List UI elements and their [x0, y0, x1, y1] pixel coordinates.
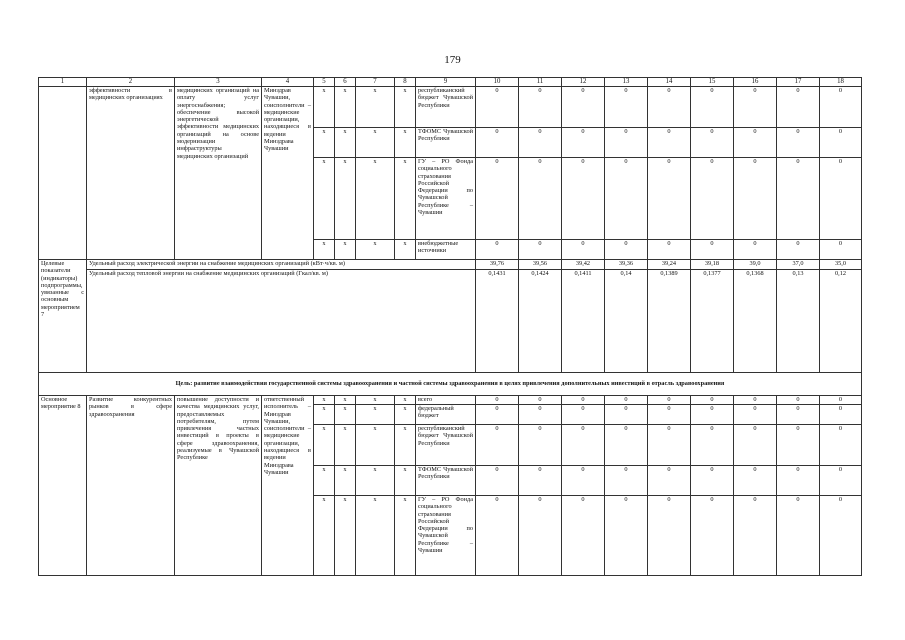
value-cell: 0	[734, 396, 777, 405]
program-table	[38, 77, 862, 576]
value-cell: 0	[648, 496, 691, 576]
col-header: 15	[691, 78, 734, 87]
value-cell: 0	[734, 425, 777, 466]
col-header: 13	[605, 78, 648, 87]
value-cell: 0	[820, 128, 862, 158]
value-cell: 0	[648, 128, 691, 158]
table-row	[39, 396, 862, 405]
value-cell: 0	[820, 405, 862, 425]
col-header: 1	[39, 78, 87, 87]
funding-source-cell: всего	[416, 396, 476, 405]
funding-source-cell: ГУ – РО Фонда социального страхования Российской Федерации по Чувашской Республике – Чувашии	[416, 496, 476, 576]
value-cell: 0	[476, 466, 519, 496]
value-cell: 0	[476, 425, 519, 466]
value-cell: 39,24	[648, 260, 691, 270]
code-cell: x	[335, 466, 356, 496]
indicators-label-cell: Целевые показатели (индикаторы) подпрограммы, увязанные с основным мероприятием 7	[39, 260, 87, 373]
value-cell: 0	[777, 158, 820, 240]
column-number-row	[39, 78, 862, 87]
code-cell: x	[314, 87, 335, 128]
value-cell: 0	[519, 425, 562, 466]
col-header: 7	[356, 78, 395, 87]
code-cell: x	[314, 128, 335, 158]
value-cell: 0	[777, 405, 820, 425]
value-cell: 0,1377	[691, 270, 734, 373]
value-cell: 0	[734, 128, 777, 158]
code-cell: x	[395, 425, 416, 466]
code-cell: x	[335, 496, 356, 576]
value-cell: 0	[562, 87, 605, 128]
value-cell: 0	[691, 396, 734, 405]
code-cell: x	[314, 405, 335, 425]
value-cell: 0	[648, 158, 691, 240]
code-cell: x	[356, 87, 395, 128]
value-cell: 0	[691, 425, 734, 466]
code-cell: x	[356, 496, 395, 576]
value-cell: 0	[562, 466, 605, 496]
col-header: 3	[175, 78, 262, 87]
indicator-row	[39, 260, 862, 270]
indicator-text-cell: Удельный расход тепловой энергии на снабжение медицинских организаций (Гкал/кв. м)	[87, 270, 476, 373]
indicator-text-cell: Удельный расход электрической энергии на снабжение медицинских организаций (кВт·ч/кв. м)	[87, 260, 476, 270]
value-cell: 0	[820, 466, 862, 496]
value-cell: 0	[648, 425, 691, 466]
code-cell: x	[356, 396, 395, 405]
code-cell: x	[314, 240, 335, 260]
code-cell: x	[314, 425, 335, 466]
value-cell: 39,76	[476, 260, 519, 270]
col-header: 10	[476, 78, 519, 87]
event-label-cell	[39, 87, 87, 260]
code-cell: x	[356, 158, 395, 240]
value-cell: 0	[605, 425, 648, 466]
value-cell: 0	[476, 396, 519, 405]
value-cell: 0	[734, 405, 777, 425]
code-cell: x	[356, 425, 395, 466]
value-cell: 0	[820, 396, 862, 405]
expected-result-cell: повышение доступности и качества медицинских услуг, предоставляемых потребителям, путем привлечения частных инвестиций в проекты в сфере здравоохранения, реализуемые в Чувашской Республике	[175, 396, 262, 576]
value-cell: 0	[777, 396, 820, 405]
value-cell: 0	[777, 87, 820, 128]
col-header: 11	[519, 78, 562, 87]
event-title-cell: эффективности в медицинских организациях	[87, 87, 175, 260]
code-cell: x	[314, 396, 335, 405]
value-cell: 0	[648, 396, 691, 405]
value-cell: 0	[691, 158, 734, 240]
col-header: 18	[820, 78, 862, 87]
value-cell: 0	[777, 466, 820, 496]
value-cell: 0	[605, 87, 648, 128]
value-cell: 0	[605, 128, 648, 158]
event-title-cell: Развитие конкурентных рынков в сфере здравоохранения	[87, 396, 175, 576]
goal-row	[39, 373, 862, 396]
value-cell: 0	[519, 405, 562, 425]
value-cell: 0	[605, 496, 648, 576]
value-cell: 0	[648, 240, 691, 260]
value-cell: 0	[562, 425, 605, 466]
value-cell: 0,1368	[734, 270, 777, 373]
value-cell: 0,1411	[562, 270, 605, 373]
code-cell: x	[356, 405, 395, 425]
value-cell: 39,56	[519, 260, 562, 270]
value-cell: 0	[519, 128, 562, 158]
value-cell: 0,12	[820, 270, 862, 373]
code-cell: x	[395, 128, 416, 158]
value-cell: 39,0	[734, 260, 777, 270]
value-cell: 0	[777, 496, 820, 576]
code-cell: x	[395, 396, 416, 405]
value-cell: 0	[605, 396, 648, 405]
value-cell: 0,14	[605, 270, 648, 373]
value-cell: 0	[519, 396, 562, 405]
code-cell: x	[314, 496, 335, 576]
table-row	[39, 87, 862, 128]
value-cell: 0	[562, 240, 605, 260]
value-cell: 0	[562, 496, 605, 576]
value-cell: 0	[562, 405, 605, 425]
value-cell: 0	[691, 87, 734, 128]
value-cell: 0	[562, 128, 605, 158]
value-cell: 0	[476, 128, 519, 158]
value-cell: 0	[605, 240, 648, 260]
code-cell: x	[395, 158, 416, 240]
value-cell: 39,18	[691, 260, 734, 270]
code-cell: x	[335, 87, 356, 128]
value-cell: 0	[519, 87, 562, 128]
funding-source-cell: внебюджетные источники	[416, 240, 476, 260]
value-cell: 0,1431	[476, 270, 519, 373]
value-cell: 0	[691, 496, 734, 576]
col-header: 5	[314, 78, 335, 87]
code-cell: x	[395, 466, 416, 496]
executor-cell: Минздрав Чувашии, соисполнители – медицинские организации, находящиеся в ведении Минздрава Чувашии	[262, 87, 314, 260]
value-cell: 0	[648, 87, 691, 128]
value-cell: 0	[519, 158, 562, 240]
value-cell: 0	[820, 240, 862, 260]
value-cell: 0	[691, 240, 734, 260]
value-cell: 0	[476, 496, 519, 576]
value-cell: 0,1389	[648, 270, 691, 373]
value-cell: 0	[777, 425, 820, 466]
value-cell: 0	[648, 405, 691, 425]
value-cell: 0	[519, 466, 562, 496]
value-cell: 0	[691, 405, 734, 425]
value-cell: 0	[519, 496, 562, 576]
value-cell: 0	[476, 405, 519, 425]
code-cell: x	[395, 496, 416, 576]
value-cell: 0	[476, 240, 519, 260]
col-header: 2	[87, 78, 175, 87]
value-cell: 0	[820, 496, 862, 576]
code-cell: x	[314, 466, 335, 496]
code-cell: x	[356, 466, 395, 496]
funding-source-cell: республиканский бюджет Чувашской Республики	[416, 87, 476, 128]
code-cell: x	[356, 240, 395, 260]
executor-cell: ответственный исполнитель – Минздрав Чувашии, соисполнители – медицинские организации, находящиеся в ведении Минздрава Чувашии	[262, 396, 314, 576]
value-cell: 0	[648, 466, 691, 496]
col-header: 6	[335, 78, 356, 87]
value-cell: 0	[734, 466, 777, 496]
value-cell: 0	[734, 240, 777, 260]
value-cell: 0	[562, 158, 605, 240]
code-cell: x	[314, 158, 335, 240]
expected-result-cell: медицинских организаций на оплату услуг энергоснабжения; обеспечение высокой энергетической эффективности медицинских организаций на основе модернизации инфраструктуры медицинских организаций	[175, 87, 262, 260]
code-cell: x	[335, 158, 356, 240]
value-cell: 0	[476, 158, 519, 240]
col-header: 9	[416, 78, 476, 87]
value-cell: 0	[605, 158, 648, 240]
code-cell: x	[335, 396, 356, 405]
value-cell: 0	[605, 405, 648, 425]
code-cell: x	[335, 425, 356, 466]
value-cell: 0	[476, 87, 519, 128]
value-cell: 0	[734, 496, 777, 576]
funding-source-cell: ТФОМС Чувашской Республики	[416, 466, 476, 496]
code-cell: x	[395, 240, 416, 260]
col-header: 17	[777, 78, 820, 87]
col-header: 4	[262, 78, 314, 87]
code-cell: x	[335, 240, 356, 260]
code-cell: x	[335, 405, 356, 425]
event-label-cell: Основное мероприятие 8	[39, 396, 87, 576]
funding-source-cell: ТФОМС Чувашской Республики	[416, 128, 476, 158]
code-cell: x	[335, 128, 356, 158]
value-cell: 0	[734, 158, 777, 240]
value-cell: 0	[820, 158, 862, 240]
value-cell: 39,42	[562, 260, 605, 270]
value-cell: 0	[734, 87, 777, 128]
funding-source-cell: федеральный бюджет	[416, 405, 476, 425]
col-header: 16	[734, 78, 777, 87]
value-cell: 39,36	[605, 260, 648, 270]
col-header: 14	[648, 78, 691, 87]
value-cell: 0	[562, 396, 605, 405]
funding-source-cell: республиканский бюджет Чувашской Республики	[416, 425, 476, 466]
value-cell: 35,0	[820, 260, 862, 270]
code-cell: x	[395, 405, 416, 425]
col-header: 8	[395, 78, 416, 87]
value-cell: 0	[777, 128, 820, 158]
value-cell: 37,0	[777, 260, 820, 270]
col-header: 12	[562, 78, 605, 87]
page-number: 179	[444, 54, 461, 66]
value-cell: 0	[691, 128, 734, 158]
value-cell: 0	[605, 466, 648, 496]
goal-text: Цель: развитие взаимодействия государственной системы здравоохранения и частной системы здравоохранения в целях привлечения дополнительных инвестиций в отрасль здравоохранения	[39, 373, 862, 396]
value-cell: 0,1424	[519, 270, 562, 373]
code-cell: x	[395, 87, 416, 128]
value-cell: 0	[820, 87, 862, 128]
value-cell: 0	[777, 240, 820, 260]
funding-source-cell: ГУ – РО Фонда социального страхования Российской Федерации по Чувашской Республике – Чувашии	[416, 158, 476, 240]
indicator-row	[39, 270, 862, 373]
code-cell: x	[356, 128, 395, 158]
value-cell: 0	[691, 466, 734, 496]
value-cell: 0,13	[777, 270, 820, 373]
value-cell: 0	[519, 240, 562, 260]
value-cell: 0	[820, 425, 862, 466]
